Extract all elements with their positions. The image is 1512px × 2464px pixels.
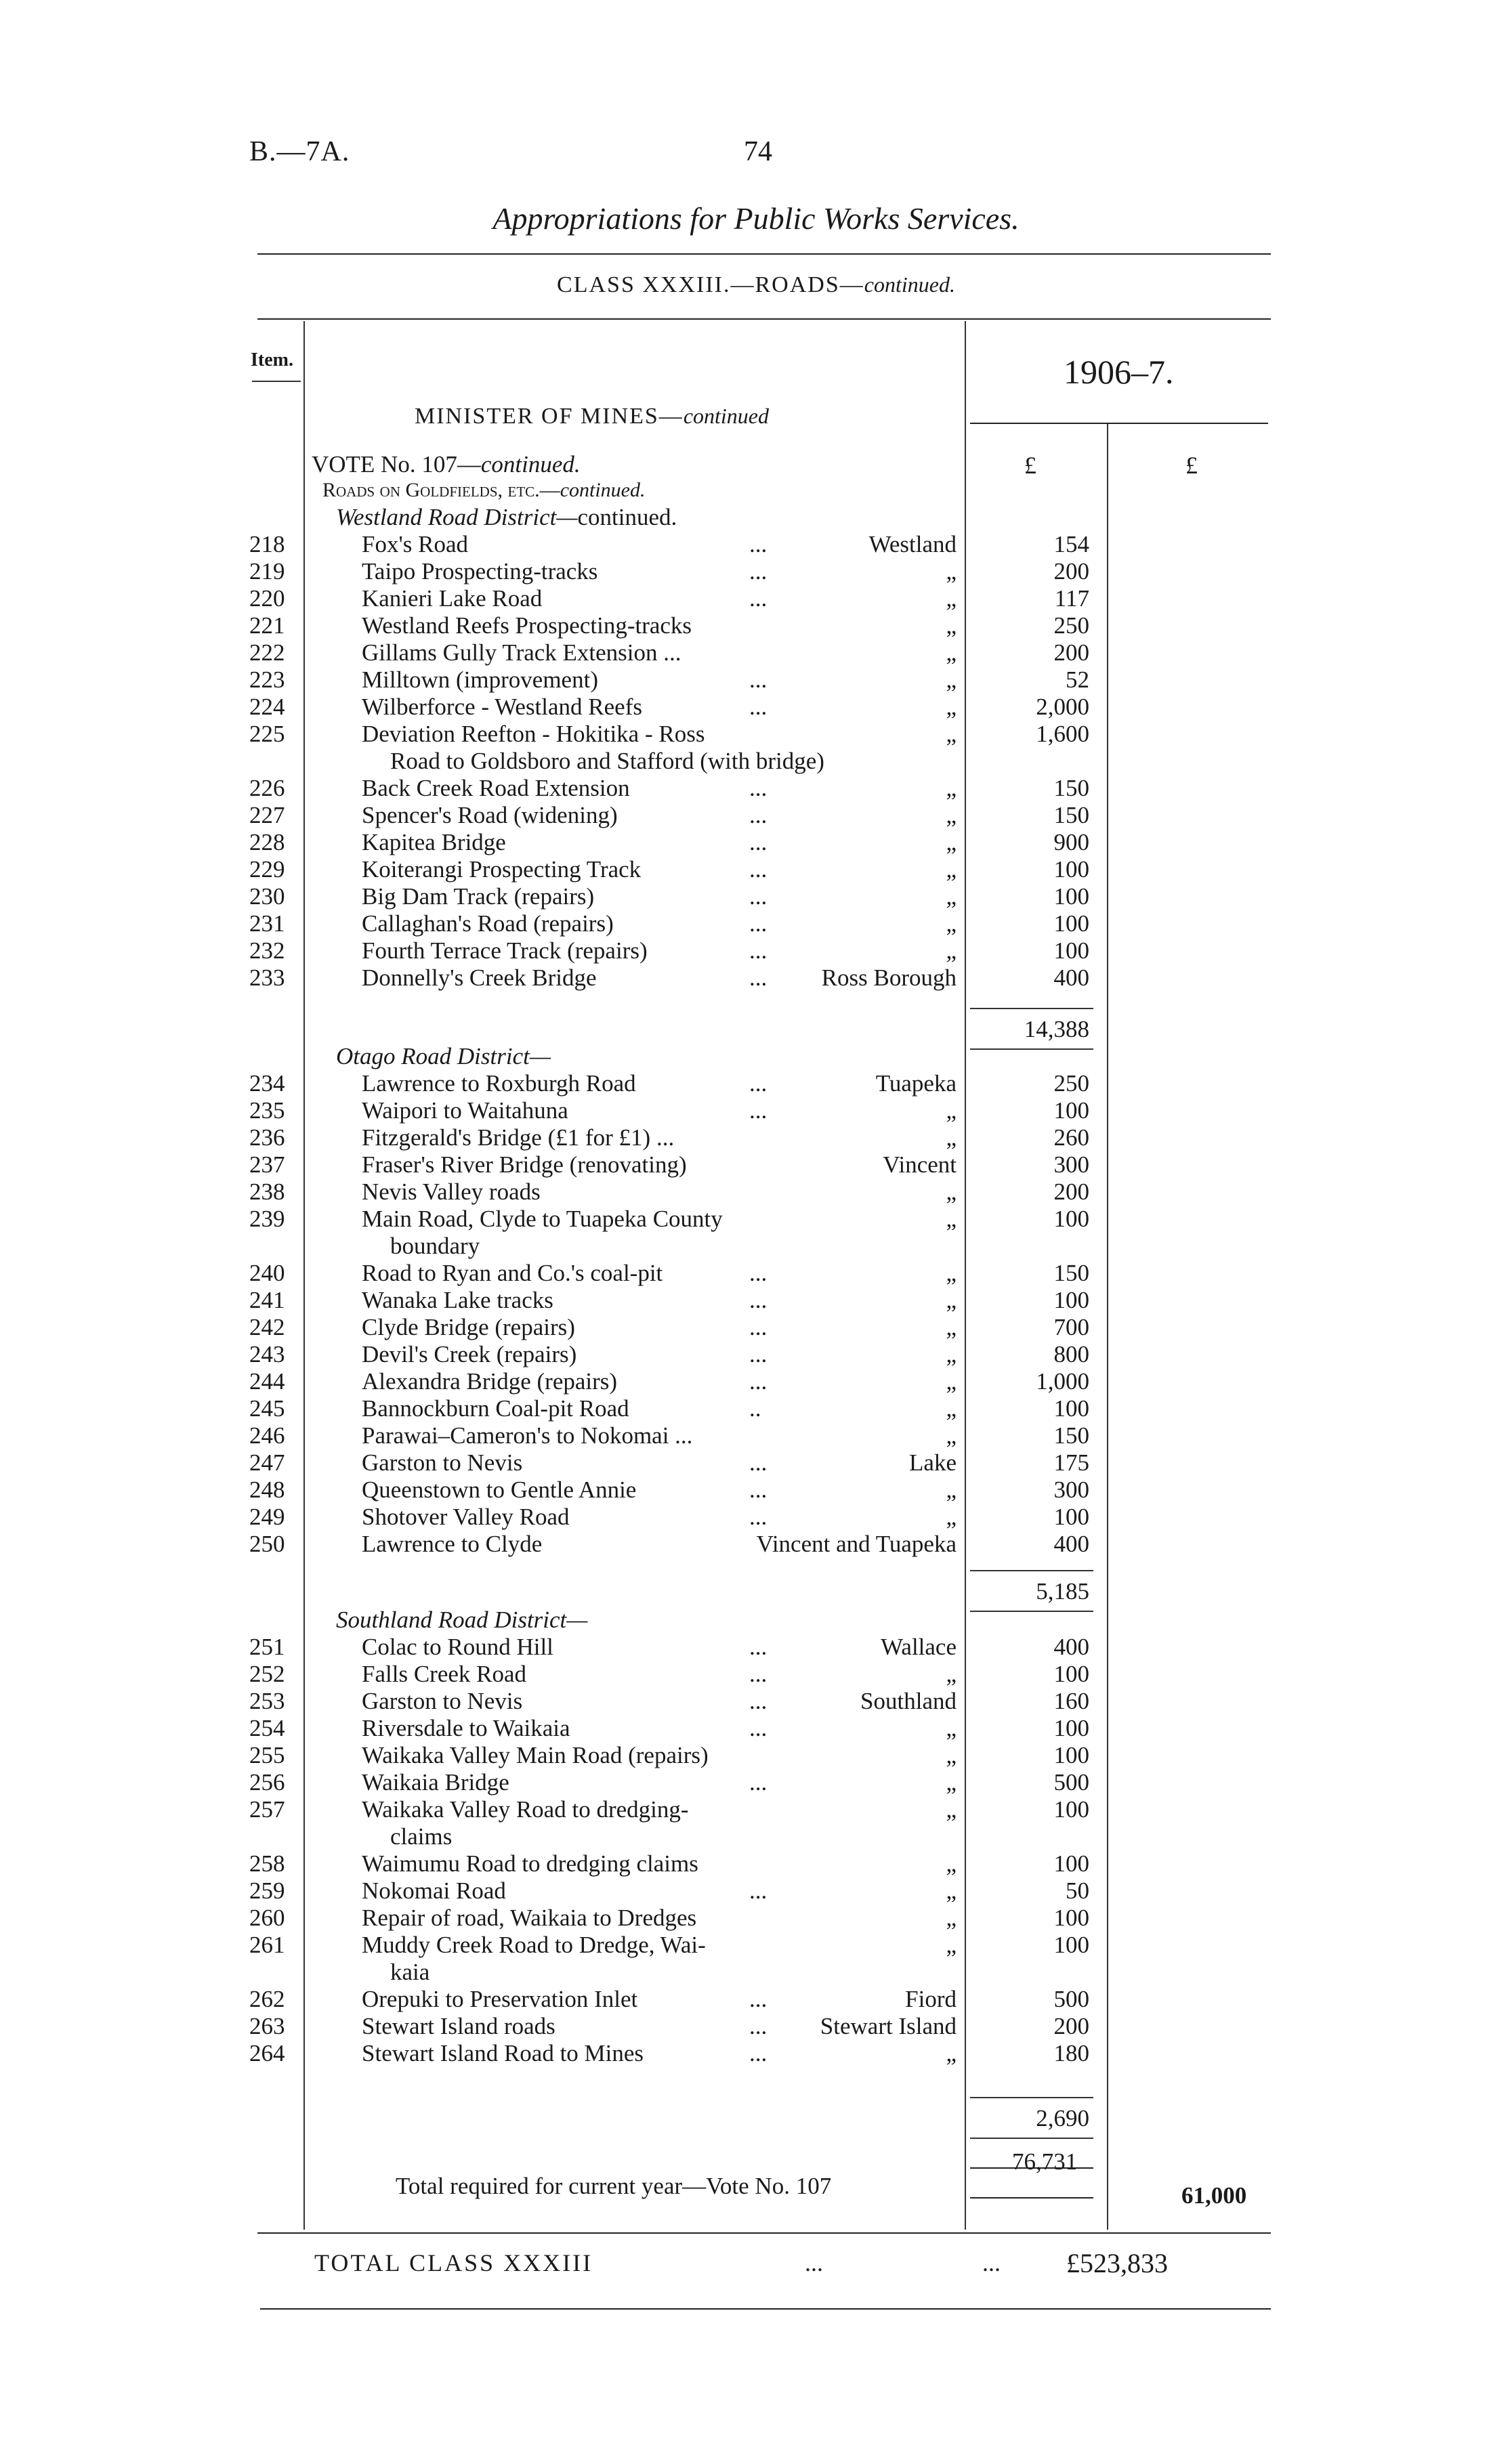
- subtotal-rule-lower: [970, 2138, 1093, 2139]
- item-district: Lake: [909, 1449, 957, 1476]
- item-district: „: [946, 1395, 957, 1422]
- page-subtitle: Appropriations for Public Works Services.: [492, 201, 1020, 236]
- item-name: Devil's Creek (repairs): [362, 1341, 577, 1367]
- item-number: 245: [249, 1395, 285, 1422]
- total-required-label: Total required for current year—Vote No. 107: [396, 2173, 832, 2199]
- total-class-label: TOTAL CLASS XXXIII: [314, 2249, 593, 2276]
- item-amount: 100: [1053, 1661, 1089, 1687]
- item-amount: 200: [1053, 639, 1089, 666]
- leader-dots: ..: [749, 1395, 761, 1422]
- item-name: Clyde Bridge (repairs): [362, 1314, 575, 1340]
- item-district: „: [946, 1422, 957, 1449]
- roads-line-continued: continued.: [560, 479, 646, 501]
- item-name: Waikaia Bridge: [362, 1769, 509, 1796]
- item-district: „: [946, 829, 957, 855]
- subtotal-rule: [970, 1008, 1093, 1009]
- item-district: „: [946, 1097, 957, 1124]
- item-number: 224: [249, 694, 285, 720]
- item-name: Waikaka Valley Road to dredging-: [362, 1796, 689, 1823]
- item-number: 262: [249, 1986, 285, 2012]
- section-subtotal: 2,690: [1036, 2105, 1089, 2131]
- item-name: Fourth Terrace Track (repairs): [362, 937, 648, 964]
- leader-dots: ...: [749, 2013, 768, 2039]
- item-district: „: [946, 910, 957, 937]
- leader-dots: ...: [749, 1769, 768, 1796]
- leader-dots: ...: [749, 1688, 768, 1714]
- item-number: 242: [249, 1314, 285, 1340]
- item-name: Main Road, Clyde to Tuapeka County: [362, 1206, 723, 1232]
- item-district: „: [946, 1178, 957, 1205]
- year-header-rule: [970, 423, 1268, 424]
- item-amount: 1,000: [1036, 1368, 1089, 1395]
- item-district: Vincent: [883, 1151, 957, 1178]
- item-amount: 117: [1054, 585, 1089, 612]
- item-number: 218: [249, 531, 285, 557]
- item-amount: 260: [1053, 1124, 1089, 1151]
- item-district: „: [946, 1932, 957, 1958]
- minister-heading: [415, 404, 769, 429]
- item-name: Wilberforce - Westland Reefs: [362, 694, 642, 720]
- item-amount: 52: [1066, 666, 1089, 693]
- item-amount: 100: [1053, 1905, 1089, 1931]
- item-number: 233: [249, 964, 285, 991]
- item-amount: 100: [1053, 1287, 1089, 1313]
- item-district: „: [946, 2040, 957, 2066]
- section-title-text: Otago Road District—: [336, 1043, 551, 1069]
- total-required-rule-b: [970, 2197, 1093, 2199]
- item-number: 250: [249, 1531, 285, 1557]
- item-number: 220: [249, 585, 285, 612]
- year-column-header: 1906–7.: [1064, 353, 1174, 391]
- item-number: 226: [249, 775, 285, 801]
- item-amount: 800: [1053, 1341, 1089, 1367]
- item-amount: 200: [1053, 1178, 1089, 1205]
- item-name: Riversdale to Waikaia: [362, 1715, 570, 1741]
- item-number: 264: [249, 2040, 285, 2066]
- item-name: Stewart Island roads: [362, 2013, 555, 2039]
- footer-rule: [260, 2308, 1271, 2310]
- item-amount: 180: [1053, 2040, 1089, 2066]
- subtotal-rule: [970, 1570, 1093, 1571]
- item-district: „: [946, 1206, 957, 1232]
- item-number: 252: [249, 1661, 285, 1687]
- item-amount: 100: [1053, 1715, 1089, 1741]
- item-district: Tuapeka: [875, 1070, 957, 1097]
- item-name: Back Creek Road Extension: [362, 775, 630, 801]
- leader-dots: ...: [749, 1661, 768, 1687]
- item-district: „: [946, 1905, 957, 1931]
- item-amount: 100: [1053, 856, 1089, 883]
- item-name: Road to Ryan and Co.'s coal-pit: [362, 1260, 663, 1286]
- leader-dots: ...: [749, 1634, 768, 1660]
- class-title-continued: continued.: [864, 272, 955, 297]
- leader-dots: ...: [749, 1368, 768, 1395]
- roads-line-text: Roads on Goldfields, etc.—: [322, 479, 560, 501]
- item-name: Lawrence to Roxburgh Road: [362, 1070, 636, 1097]
- item-district: Westland: [868, 531, 957, 557]
- item-name: Fraser's River Bridge (renovating): [362, 1151, 687, 1178]
- item-name: Waipori to Waitahuna: [362, 1097, 568, 1124]
- item-district: „: [946, 612, 957, 639]
- item-number: 235: [249, 1097, 285, 1124]
- item-amount: 250: [1053, 1070, 1089, 1097]
- item-amount: 100: [1053, 1097, 1089, 1124]
- item-name: Nevis Valley roads: [362, 1178, 541, 1205]
- item-number: 227: [249, 802, 285, 828]
- item-amount: 400: [1053, 1634, 1089, 1660]
- item-name: Garston to Nevis: [362, 1688, 523, 1714]
- item-name: Donnelly's Creek Bridge: [362, 964, 597, 991]
- section-title: [336, 1607, 587, 1634]
- leader-dots: ...: [749, 1314, 768, 1340]
- item-name: Parawai–Cameron's to Nokomai ...: [362, 1422, 693, 1449]
- total-class-dots-2: ...: [982, 2249, 1001, 2276]
- item-amount: 100: [1053, 937, 1089, 964]
- item-district: „: [946, 1742, 957, 1768]
- item-district: „: [946, 883, 957, 910]
- item-number: 221: [249, 612, 285, 639]
- leader-dots: ...: [749, 2040, 768, 2066]
- item-number: 253: [249, 1688, 285, 1714]
- item-number: 243: [249, 1341, 285, 1367]
- item-amount: 250: [1053, 612, 1089, 639]
- item-amount: 700: [1053, 1314, 1089, 1340]
- item-name: Koiterangi Prospecting Track: [362, 856, 642, 883]
- item-district: Stewart Island: [820, 2013, 957, 2039]
- item-name: Taipo Prospecting-tracks: [362, 558, 598, 585]
- subtotal-rule: [970, 2097, 1093, 2098]
- leader-dots: ...: [749, 856, 768, 883]
- item-number: 259: [249, 1877, 285, 1904]
- item-name-continued: claims: [390, 1823, 453, 1850]
- leader-dots: ...: [749, 1287, 768, 1313]
- item-amount: 100: [1053, 910, 1089, 937]
- item-district: „: [946, 802, 957, 828]
- item-amount: 150: [1053, 802, 1089, 828]
- vote-line: [312, 451, 581, 478]
- leader-dots: ...: [749, 775, 768, 801]
- section-title: [336, 504, 677, 531]
- item-district: „: [946, 666, 957, 693]
- item-amount: 100: [1053, 1395, 1089, 1422]
- item-district: „: [946, 1850, 957, 1877]
- page-number: 74: [744, 136, 772, 167]
- item-amount: 2,000: [1036, 694, 1089, 720]
- item-number: 254: [249, 1715, 285, 1741]
- leader-dots: ...: [749, 1449, 768, 1476]
- item-name: Alexandra Bridge (repairs): [362, 1368, 618, 1395]
- item-number: 228: [249, 829, 285, 855]
- item-number: 263: [249, 2013, 285, 2039]
- item-name: Spencer's Road (widening): [362, 802, 618, 828]
- item-number: 260: [249, 1905, 285, 1931]
- leader-dots: ...: [749, 1097, 768, 1124]
- item-number: 249: [249, 1504, 285, 1530]
- item-district: „: [946, 694, 957, 720]
- item-district: Fiord: [905, 1986, 957, 2012]
- item-number: 244: [249, 1368, 285, 1395]
- total-required-left-value: 76,731: [1012, 2148, 1078, 2175]
- leader-dots: ...: [749, 585, 768, 612]
- leader-dots: ...: [749, 964, 768, 991]
- item-name: Colac to Round Hill: [362, 1634, 553, 1660]
- item-number: 247: [249, 1449, 285, 1476]
- item-number: 234: [249, 1070, 285, 1097]
- item-column-rule: [303, 321, 305, 2230]
- item-name: Orepuki to Preservation Inlet: [362, 1986, 638, 2012]
- item-number: 229: [249, 856, 285, 883]
- item-district: „: [946, 721, 957, 747]
- item-name-continued: Road to Goldsboro and Stafford (with bridge): [390, 748, 824, 774]
- item-name: Stewart Island Road to Mines: [362, 2040, 644, 2066]
- leader-dots: ...: [749, 1341, 768, 1367]
- item-number: 258: [249, 1850, 285, 1877]
- item-amount: 150: [1053, 1422, 1089, 1449]
- subtotal-rule-lower: [970, 1048, 1093, 1050]
- item-amount: 100: [1053, 1796, 1089, 1823]
- item-amount: 100: [1053, 1504, 1089, 1530]
- item-number: 256: [249, 1769, 285, 1796]
- item-amount: 150: [1053, 1260, 1089, 1286]
- item-district: „: [946, 1341, 957, 1367]
- item-amount: 100: [1053, 1206, 1089, 1232]
- item-amount: 200: [1053, 2013, 1089, 2039]
- item-name: Fitzgerald's Bridge (£1 for £1) ...: [362, 1124, 675, 1151]
- item-name: Waikaka Valley Main Road (repairs): [362, 1742, 709, 1768]
- item-district: Southland: [860, 1688, 957, 1714]
- leader-dots: ...: [749, 802, 768, 828]
- document-code: B.—7A.: [249, 136, 350, 167]
- item-district: „: [946, 1661, 957, 1687]
- item-name: Westland Reefs Prospecting-tracks: [362, 612, 692, 639]
- item-name: Shotover Valley Road: [362, 1504, 570, 1530]
- item-district: „: [946, 1124, 957, 1151]
- item-amount: 900: [1053, 829, 1089, 855]
- item-district: „: [946, 1368, 957, 1395]
- vote-line-continued: continued.: [480, 451, 581, 477]
- item-name: Garston to Nevis: [362, 1449, 523, 1476]
- table-top-rule: [257, 318, 1271, 320]
- item-number: 236: [249, 1124, 285, 1151]
- item-name-continued: kaia: [390, 1959, 430, 1985]
- item-district: „: [946, 1715, 957, 1741]
- section-title: [336, 1043, 551, 1070]
- section-subtotal: 14,388: [1024, 1016, 1089, 1042]
- item-amount: 100: [1053, 1742, 1089, 1768]
- leader-dots: ...: [749, 694, 768, 720]
- item-district: „: [946, 558, 957, 585]
- leader-dots: ...: [749, 937, 768, 964]
- item-name: Muddy Creek Road to Dredge, Wai-: [362, 1932, 706, 1958]
- item-amount: 154: [1053, 531, 1089, 557]
- item-amount: 200: [1053, 558, 1089, 585]
- item-amount: 50: [1066, 1877, 1089, 1904]
- item-district: „: [946, 937, 957, 964]
- item-name: Lawrence to Clyde: [362, 1531, 543, 1557]
- total-required-right-value: 61,000: [1181, 2182, 1247, 2209]
- minister-heading-text: MINISTER OF MINES—: [415, 404, 684, 429]
- leader-dots: ...: [749, 531, 768, 557]
- item-district: „: [946, 1769, 957, 1796]
- item-number: 219: [249, 558, 285, 585]
- item-amount: 500: [1053, 1986, 1089, 2012]
- item-header-underline: [252, 381, 301, 382]
- item-name: Callaghan's Road (repairs): [362, 910, 614, 937]
- item-number: 232: [249, 937, 285, 964]
- item-name: Repair of road, Waikaia to Dredges: [362, 1905, 697, 1931]
- subtotal-rule-lower: [970, 1611, 1093, 1612]
- item-district: „: [946, 856, 957, 883]
- item-district: „: [946, 1287, 957, 1313]
- item-number: 223: [249, 666, 285, 693]
- item-number: 241: [249, 1287, 285, 1313]
- item-name: Waimumu Road to dredging claims: [362, 1850, 698, 1877]
- leader-dots: ...: [749, 1877, 768, 1904]
- item-district: „: [946, 585, 957, 612]
- item-number: 222: [249, 639, 285, 666]
- item-number: 261: [249, 1932, 285, 1958]
- item-name: Kanieri Lake Road: [362, 585, 543, 612]
- leader-dots: ...: [749, 883, 768, 910]
- item-name: Deviation Reefton - Hokitika - Ross: [362, 721, 705, 747]
- item-number: 246: [249, 1422, 285, 1449]
- section-subtotal: 5,185: [1036, 1578, 1089, 1605]
- item-amount: 100: [1053, 1932, 1089, 1958]
- amount-column-rule-left: [965, 321, 966, 2230]
- item-district: „: [946, 1260, 957, 1286]
- item-district: „: [946, 775, 957, 801]
- item-number: 240: [249, 1260, 285, 1286]
- item-name: Kapitea Bridge: [362, 829, 506, 855]
- item-number: 248: [249, 1477, 285, 1503]
- leader-dots: ...: [749, 558, 768, 585]
- class-title-text: CLASS XXXIII.—ROADS—: [557, 272, 864, 297]
- item-district: Wallace: [881, 1634, 957, 1660]
- item-amount: 160: [1053, 1688, 1089, 1714]
- leader-dots: ...: [749, 1504, 768, 1530]
- item-district: „: [946, 1477, 957, 1503]
- item-number: 230: [249, 883, 285, 910]
- item-amount: 400: [1053, 1531, 1089, 1557]
- leader-dots: ...: [749, 1986, 768, 2012]
- item-district: Ross Borough: [821, 964, 957, 991]
- leader-dots: ...: [749, 1715, 768, 1741]
- item-name: Gillams Gully Track Extension ...: [362, 639, 681, 666]
- item-name: Queenstown to Gentle Annie: [362, 1477, 637, 1503]
- item-district: „: [946, 1504, 957, 1530]
- item-number: 225: [249, 721, 285, 747]
- item-district: „: [946, 639, 957, 666]
- item-name: Bannockburn Coal-pit Road: [362, 1395, 629, 1422]
- amount-column-rule-mid: [1107, 424, 1108, 2230]
- section-title-text: Westland Road District—: [336, 504, 578, 530]
- class-title: [0, 272, 1512, 298]
- item-amount: 300: [1053, 1477, 1089, 1503]
- section-title-text: Southland Road District—: [336, 1607, 588, 1633]
- section-title-suffix: continued.: [577, 504, 677, 530]
- item-amount: 1,600: [1036, 721, 1089, 747]
- item-amount: 100: [1053, 1850, 1089, 1877]
- item-name: Wanaka Lake tracks: [362, 1287, 553, 1313]
- table-bottom-rule: [257, 2232, 1271, 2234]
- leader-dots: ...: [749, 1070, 768, 1097]
- item-name: Milltown (improvement): [362, 666, 598, 693]
- item-name-continued: boundary: [390, 1233, 480, 1259]
- top-rule: [257, 253, 1271, 255]
- leader-dots: ...: [749, 910, 768, 937]
- currency-right: £: [1185, 452, 1198, 479]
- total-class-value: £523,833: [1066, 2248, 1168, 2278]
- leader-dots: ...: [749, 666, 768, 693]
- item-district: „: [946, 1314, 957, 1340]
- item-number: 255: [249, 1742, 285, 1768]
- item-name: Big Dam Track (repairs): [362, 883, 595, 910]
- item-amount: 400: [1053, 964, 1089, 991]
- item-amount: 300: [1053, 1151, 1089, 1178]
- item-column-header: Item.: [251, 349, 293, 370]
- currency-left: £: [1024, 452, 1036, 479]
- item-amount: 175: [1053, 1449, 1089, 1476]
- item-amount: 150: [1053, 775, 1089, 801]
- leader-dots: ...: [749, 1477, 768, 1503]
- item-number: 251: [249, 1634, 285, 1660]
- item-number: 238: [249, 1178, 285, 1205]
- item-name: Nokomai Road: [362, 1877, 506, 1904]
- item-name: Falls Creek Road: [362, 1661, 527, 1687]
- item-number: 237: [249, 1151, 285, 1178]
- item-number: 231: [249, 910, 285, 937]
- item-amount: 100: [1053, 883, 1089, 910]
- leader-dots: ...: [749, 829, 768, 855]
- total-class-dots-1: ...: [805, 2249, 823, 2276]
- minister-heading-continued: continued: [683, 404, 769, 428]
- leader-dots: ...: [749, 1260, 768, 1286]
- item-number: 239: [249, 1206, 285, 1232]
- vote-line-text: VOTE No. 107—: [312, 451, 481, 477]
- item-district: „: [946, 1877, 957, 1904]
- roads-line: [322, 477, 646, 504]
- item-name: Fox's Road: [362, 531, 469, 557]
- item-number: 257: [249, 1796, 285, 1823]
- item-district: „: [946, 1796, 957, 1823]
- item-amount: 500: [1053, 1769, 1089, 1796]
- item-district: Vincent and Tuapeka: [756, 1531, 957, 1557]
